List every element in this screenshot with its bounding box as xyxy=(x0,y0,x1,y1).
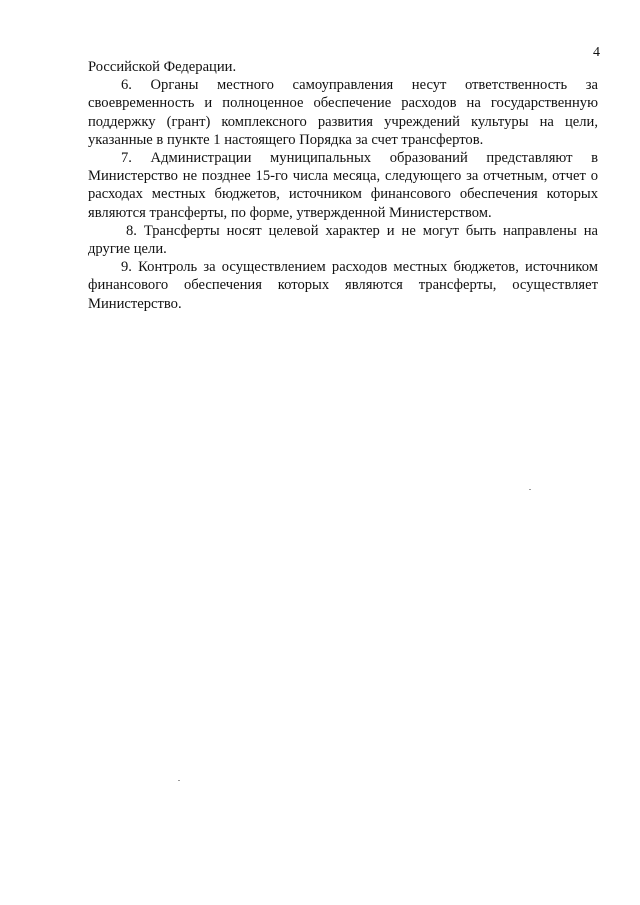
paragraph-continuation: Российской Федерации. xyxy=(88,59,237,75)
paragraph-item-7: 7. Администрации муниципальных образований представляют в Министерство не позднее 15-го числа месяца, следующего за отчетным, отчет о расходах местных бюджетов, источником финансового обеспечения которых являются трансферты, по форме, утвержденной Министерством. xyxy=(88,150,598,221)
page-number: 4 xyxy=(593,45,600,60)
scan-speck xyxy=(529,489,531,490)
paragraph-item-8: 8. Трансферты носят целевой характер и не могут быть направлены на другие цели. xyxy=(88,222,598,258)
document-body xyxy=(88,58,598,313)
paragraph-item-6: 6. Органы местного самоуправления несут ответственность за своевременность и полноценное обеспечение расходов на государственную поддержку (грант) комплексного развития учреждений культуры на цели, указанные в пункте 1 настоящего Порядка за счет трансфертов. xyxy=(88,77,598,148)
paragraph-item-9: 9. Контроль за осуществлением расходов местных бюджетов, источником финансового обеспечения которых являются трансферты, осуществляет Министерство. xyxy=(88,259,598,312)
scan-speck xyxy=(178,780,180,781)
